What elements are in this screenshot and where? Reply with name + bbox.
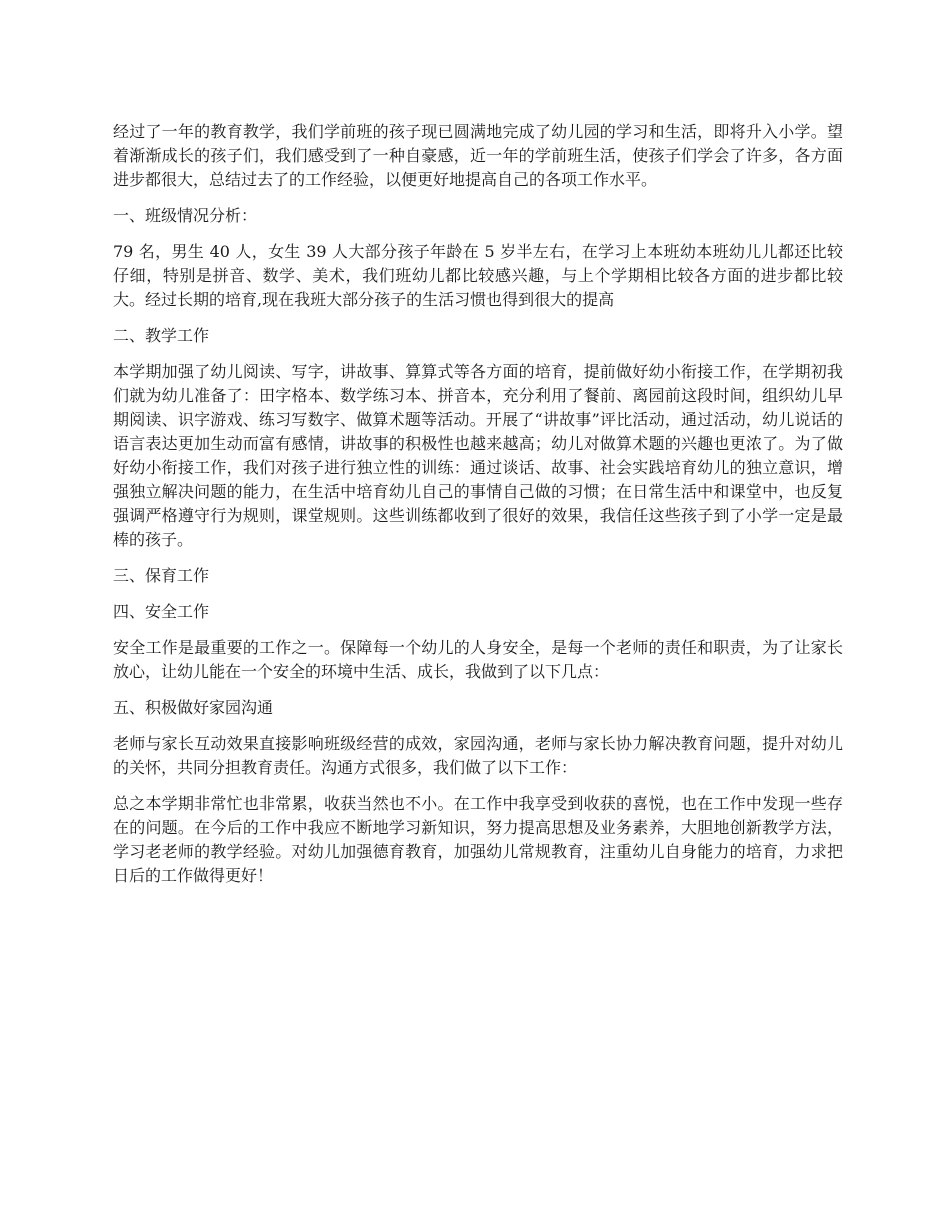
section-heading-class-analysis: 一、班级情况分析：: [113, 206, 258, 225]
safety-paragraph: 安全工作是最重要的工作之一。保障每一个幼儿的人身安全，是每一个老师的责任和职责，为了让家长放心，让幼儿能在一个安全的环境中生活、成长，我做到了以下几点：: [113, 638, 843, 681]
section-heading-safety: 四、安全工作: [113, 602, 210, 621]
section-heading-care: 三、保育工作: [113, 566, 210, 585]
home-communication-paragraph: 老师与家长互动效果直接影响班级经营的成效，家园沟通，老师与家长协力解决教育问题，提升对幼儿的关怀，共同分担教育责任。沟通方式很多，我们做了以下工作：: [113, 734, 843, 777]
intro-paragraph: 经过了一年的教育教学，我们学前班的孩子现已圆满地完成了幼儿园的学习和生活，即将升入小学。望着渐渐成长的孩子们，我们感受到了一种自豪感，近一年的学前班生活，使孩子们学会了许多，各方面进步都很大，总结过去了的工作经验，以便更好地提高自己的各项工作水平。: [113, 122, 843, 189]
teaching-paragraph: 本学期加强了幼儿阅读、写字，讲故事、算算式等各方面的培育，提前做好幼小衔接工作，在学期初我们就为幼儿准备了：田字格本、数学练习本、拼音本，充分利用了餐前、离园前这段时间，组织幼儿早期阅读、识字游戏、练习写数字、做算术题等活动。开展了“讲故事”评比活动，通过活动，幼儿说话的语言表达更加生动而富有感情，讲故事的积极性也越来越高；幼儿对做算术题的兴趣也更浓了。为了做好幼小衔接工作，我们对孩子进行独立性的训练：通过谈话、故事、社会实践培育幼儿的独立意识，增强独立解决问题的能力，在生活中培育幼儿自己的事情自己做的习惯；在日常生活中和课堂中，也反复强调严格遵守行为规则，课堂规则。这些训练都收到了很好的效果，我信任这些孩子到了小学一定是最棒的孩子。: [113, 362, 843, 549]
section-heading-teaching: 二、教学工作: [113, 326, 210, 345]
class-analysis-paragraph: 79 名，男生 40 人，女生 39 人大部分孩子年龄在 5 岁半左右，在学习上本班幼本班幼儿儿都还比较仔细，特别是拼音、数学、美术，我们班幼儿都比较感兴趣，与上个学期相比较各方面的进步都比较大。经过长期的培育,现在我班大部分孩子的生活习惯也得到很大的提高: [113, 242, 843, 309]
section-heading-home-communication: 五、积极做好家园沟通: [113, 698, 274, 717]
document-page: [113, 120, 843, 900]
conclusion-paragraph: 总之本学期非常忙也非常累，收获当然也不小。在工作中我享受到收获的喜悦，也在工作中发现一些存在的问题。在今后的工作中我应不断地学习新知识，努力提高思想及业务素养，大胆地创新教学方法，学习老老师的教学经验。对幼儿加强德育教育，加强幼儿常规教育，注重幼儿自身能力的培育，力求把日后的工作做得更好！: [113, 794, 843, 885]
